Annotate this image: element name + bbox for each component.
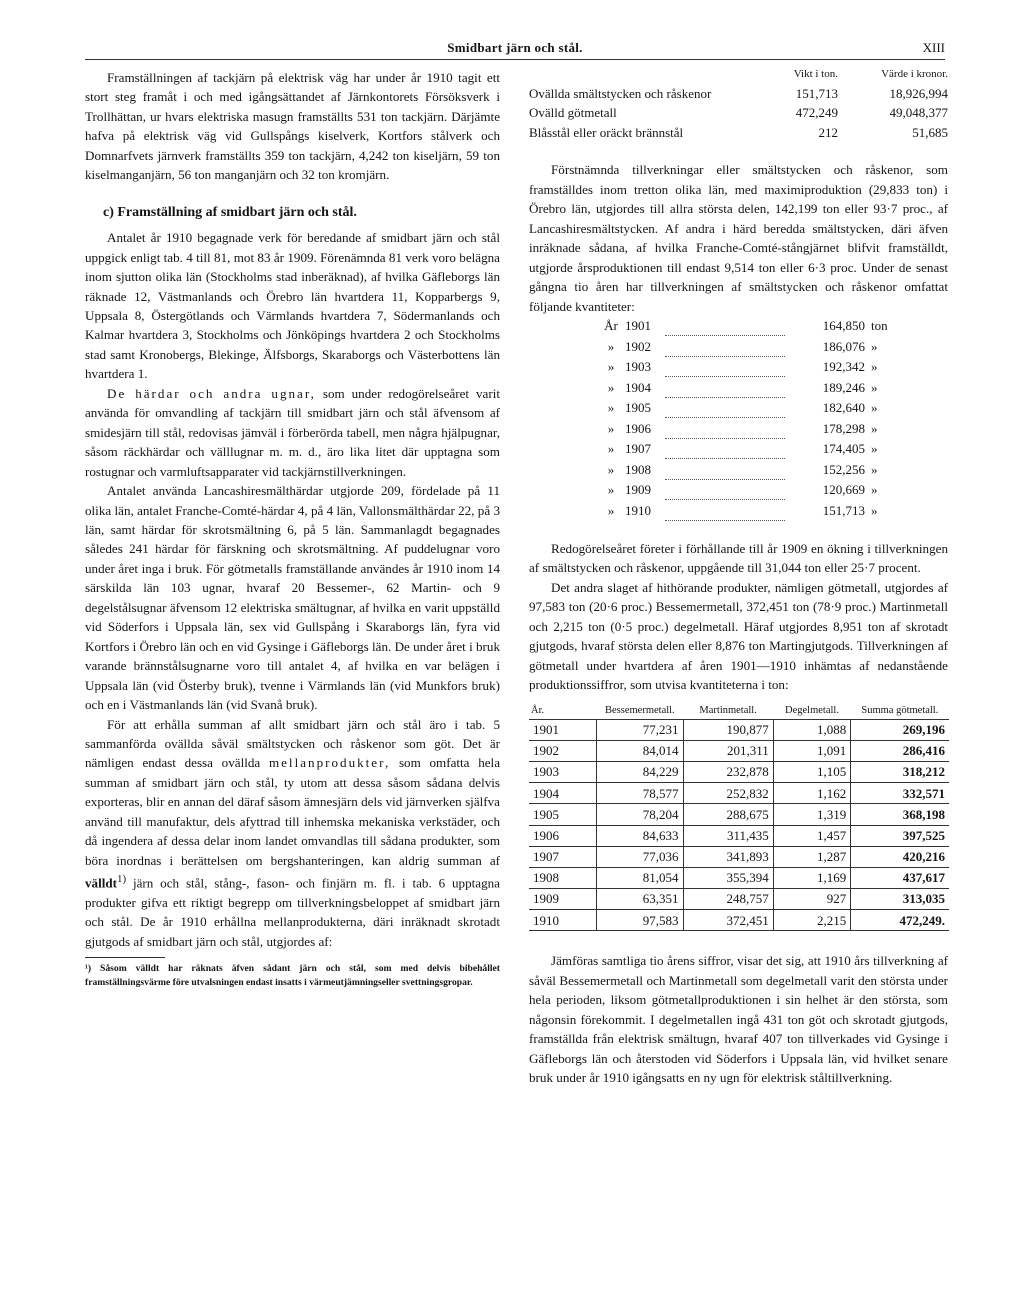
spaced-term: mellanprodukter, — [268, 755, 391, 771]
year-prefix: År — [604, 318, 618, 334]
cell-martin: 232,878 — [683, 761, 773, 782]
cell-martin: 355,394 — [683, 867, 773, 888]
cell-summa: 437,617 — [851, 867, 949, 888]
cell-martin: 372,451 — [683, 910, 773, 931]
year-prefix: » — [607, 420, 615, 436]
cell-martin: 341,893 — [683, 846, 773, 867]
paragraph-ingot-metal: Det andra slaget af hithörande produkter, nämligen götmetall, utgjordes af 97,583 ton (20·6 proc.) Bessemermetall, 372,451 ton (78·9 proc.) Martinmetall och 2,215 ton (0·5 proc.) degelmetall. Häraf utgjordes 8,951 ton af skrotadt gjutgods, hvaraf största delen eller 8,876 ton Martingjutgods. Tillverkningen af götmetall under hvartdera af åren 1901—1910 inhämtas af nedanstående produktionssiffror, som utvisa kvantiteterna i ton: — [529, 579, 948, 693]
list-item — [597, 316, 901, 336]
cell-summa: 286,416 — [851, 740, 949, 761]
row-value: 51,685 — [912, 124, 948, 140]
list-item — [597, 397, 901, 418]
paragraph-hearths — [85, 384, 500, 481]
year-prefix: » — [607, 502, 615, 518]
header-rule — [85, 59, 945, 60]
col-header-sum: Summa götmetall. — [851, 705, 949, 720]
cell-ar: 1907 — [529, 846, 597, 867]
cell-degel: 1,457 — [773, 825, 850, 846]
row-label: Ovälld götmetall — [529, 105, 617, 121]
cell-degel: 1,287 — [773, 846, 850, 867]
cell-bessemer: 84,014 — [597, 740, 683, 761]
row-label: Blåsstål eller oräckt brännstål — [529, 124, 684, 140]
year-prefix: » — [607, 400, 615, 415]
paragraph-electric-pig-iron: Framställningen af tackjärn på elektrisk väg har under år 1910 tagit ett stort steg framåt i och med igångsättandet af Järnkontorets Försöksverk i Trollhättan, ur hvars elektriska masugn framställts 531 ton tackjärn. Därjämte hafva på elektrisk väg vid Gullspångs kiselverk, Kortfors stålverk och Domnarfvets järnverk framställts 359 ton tackjärn, 4,242 ton kiseljärn, 59 ton kiselmanganjärn, 56 ton manganjärn och 32 ton kromjärn. — [85, 70, 500, 183]
unit: » — [871, 482, 878, 497]
list-item — [597, 336, 901, 357]
table-row — [529, 84, 948, 103]
table-row — [529, 910, 949, 931]
table-row — [529, 123, 948, 142]
production-value: 189,246 — [822, 379, 865, 395]
cell-degel: 1,088 — [773, 719, 850, 740]
cell-summa: 420,216 — [851, 846, 949, 867]
cell-bessemer: 78,204 — [597, 804, 683, 825]
list-item — [597, 377, 901, 398]
page-title: Smidbart järn och stål. — [447, 40, 583, 55]
running-head — [85, 34, 945, 56]
col-header-martin: Martinmetall. — [683, 705, 773, 720]
list-item — [597, 479, 901, 500]
ingot-metal-table — [529, 705, 949, 932]
leader-dots — [665, 336, 785, 357]
production-value: 186,076 — [822, 338, 865, 354]
production-value: 178,298 — [822, 420, 865, 436]
cell-degel: 2,215 — [773, 910, 850, 931]
cell-bessemer: 78,577 — [597, 783, 683, 804]
cell-degel: 1,105 — [773, 761, 850, 782]
col-header-weight: Vikt i ton. — [793, 68, 838, 80]
cell-ar: 1910 — [529, 910, 597, 931]
year-prefix: » — [607, 441, 615, 456]
year: 1906 — [625, 420, 651, 436]
paragraph-hearths-text: som under redogörelseåret varit använda för omvandling af tackjärn till smidbart järn och stål äfvensom af smidesjärn till stål, redovisas jämväl i förberörda tabell, men några hjälpugnar, såsom räckhärdar och välllugnar m. m. d., äro lika litet där upptagna som rostugnar och varmluftsapparater vid tackjärnstillverkningen. — [85, 385, 500, 479]
leader-dots — [665, 316, 785, 336]
cell-degel: 1,169 — [773, 867, 850, 888]
cell-ar: 1903 — [529, 761, 597, 782]
table-row — [529, 889, 949, 910]
unit: » — [871, 400, 878, 415]
row-weight: 212 — [818, 124, 838, 140]
cell-bessemer: 81,054 — [597, 867, 683, 888]
cell-martin: 190,877 — [683, 719, 773, 740]
year-prefix: » — [607, 338, 615, 354]
table-row — [529, 761, 949, 782]
unit: » — [871, 338, 878, 354]
footnote-marker: 1) — [117, 873, 127, 886]
cell-summa: 318,212 — [851, 761, 949, 782]
cell-bessemer: 63,351 — [597, 889, 683, 910]
paragraph-intermediate-products — [85, 715, 500, 952]
year: 1903 — [625, 359, 651, 374]
unit: » — [871, 461, 878, 477]
leader-dots — [665, 418, 785, 439]
paragraph-lancashire: Antalet använda Lancashiresmälthärdar utgjorde 209, fördelade på 11 olika län, antalet Franche-Comté-härdar 4, på 4 län, Vallonsmälthärdar 22, på 3 län, samt härdar för skrotsmältning 6, på 5 län. Sammanlagdt begagnades således 241 härdar för färskning och skrotsmältning. Af puddelugnar voro under året inga i bruk. För götmetalls framställande användes år 1910 inom 14 särskilda län 103 ugnar, hvaraf 20 Bessemer-, 62 Martin- och 9 degelstålsugnar äfvensom 12 elektriska smältugnar, af hvilka en varit uppställd vid Söderfors i Uppsala län, sex vid Gullspång i Skaraborgs län, fyra vid Kortfors i Örebro län och en vid Gysinge i Gäfleborgs län. De under året i bruk varande brännstålsugnarne voro till antalet 4, af hvilka en var belägen i Uppsala län (vid Österby bruk), tvenne i Värmlands län (vid Munkfors bruk) och en i Västmanlands län (vid Svanå bruk). — [85, 483, 501, 713]
production-value: 120,669 — [822, 482, 865, 497]
table-header-row — [529, 705, 949, 720]
year-prefix: » — [607, 482, 615, 497]
list-item — [597, 500, 901, 521]
right-column — [529, 68, 948, 1088]
list-item — [597, 356, 901, 377]
list-item — [597, 459, 901, 480]
col-header-bessemer: Bessemermetall. — [597, 705, 683, 720]
year: 1910 — [625, 502, 651, 518]
bold-term: välldt — [85, 875, 118, 891]
year: 1905 — [625, 400, 651, 415]
cell-bessemer: 77,231 — [597, 719, 683, 740]
year: 1909 — [625, 482, 651, 497]
table-row — [529, 804, 949, 825]
table-row — [529, 740, 949, 761]
spaced-lead: De härdar och andra ugnar, — [107, 385, 316, 401]
year: 1901 — [625, 318, 651, 334]
cell-degel: 927 — [773, 889, 850, 910]
leader-dots — [665, 356, 785, 377]
list-item — [597, 438, 901, 459]
production-value: 152,256 — [822, 461, 865, 477]
row-label: Ovällda smältstycken och råskenor — [529, 86, 712, 101]
cell-martin: 288,675 — [683, 804, 773, 825]
text-run: som omfatta hela summan af smidbart järn och stål, ty utom att dessa såsom sådana delvis exporteras, blir en annan del däraf såsom ämnesjärn dels vid järnverken själfva använd till manufaktur, dels afyttrad till inhemska mekaniska verkstäder, och då ingendera af dessa delar inom landet omvandlas till sådana produkter, som böra inordnas i berättelsen om bergshanteringen, kan aldrig summan af — [85, 755, 500, 868]
row-value: 18,926,994 — [889, 86, 948, 101]
cell-summa: 269,196 — [851, 719, 949, 740]
table-row — [529, 719, 949, 740]
paragraph-comparison: Jämföras samtliga tio årens siffror, visar det sig, att 1910 års tillverkning af såväl Bessemermetall och Martinmetall som degelmetall varit den största under hela perioden, liksom götmetallproduktionen i sin helhet är den största, som någonsin förekommit. I degelmetallen ingå 431 ton göt och skrotadt gjutgods, framställda från elektrisk smältugn, hvaraf 407 ton tillverkades vid Gysinge i Gäfleborgs län och återstoden vid Söderfors i Uppsala län, vid hvilket senare bruk under år 1910 igångsatts en ny ugn för elektrisk ståltillverkning. — [529, 953, 948, 1086]
cell-summa: 368,198 — [851, 804, 949, 825]
table-row — [529, 103, 948, 122]
table-row — [529, 825, 949, 846]
row-weight: 151,713 — [795, 86, 838, 101]
cell-degel: 1,319 — [773, 804, 850, 825]
paragraph-lancashire-share: Förstnämnda tillverkningar eller smältstycken och råskenor, som framställdes inom tretton olika län, med maximiproduktion (29,833 ton) i Örebro län, utgjordes till allra största delen, 142,199 ton eller 93·7 proc., af Lancashiresmältstycken. Af andra i härd beredda smältstycken, däri äfven inräknade sådana, af hvilka Franche-Comté-stångjärnet blifvit framställdt, utgjorde årsproduktionen till endast 9,514 ton eller 6·3 proc. Under de senast gångna tio åren har tillverkningen af smältstycken och råskenor omfattat följande kvantiteter: — [529, 162, 948, 314]
left-column — [85, 68, 500, 990]
leader-dots — [665, 377, 785, 398]
row-weight: 472,249 — [795, 105, 838, 121]
unit: » — [871, 379, 878, 395]
intermediate-products-table — [529, 68, 948, 142]
cell-ar: 1905 — [529, 804, 597, 825]
text-run: För att erhålla summan af allt smidbart järn och stål äro i tab. 5 sammanförda ovällda såväl smältstycken och råskenor som göt. Det är nämligen endast dessa ovällda — [85, 716, 500, 771]
leader-dots — [665, 500, 785, 521]
table-row — [529, 783, 949, 804]
list-item — [597, 418, 901, 439]
unit: » — [871, 441, 878, 456]
leader-dots — [665, 397, 785, 418]
cell-ar: 1904 — [529, 783, 597, 804]
unit: ton — [871, 318, 888, 334]
year: 1902 — [625, 338, 651, 354]
footnote: ¹) Såsom välldt har räknats äfven sådant järn och stål, som med delvis bibehållet framställningsvärme före utvalsningen endast insatts i värmeutjämningseller svettningsgropar. — [85, 963, 500, 989]
section-heading: c) Framställning af smidbart järn och stål. — [103, 204, 357, 220]
year-prefix: » — [607, 461, 615, 477]
text-run: järn och stål, stång-, fason- och finjärn m. fl. i tab. 6 upptagna produkter gifva ett riktigt begrepp om tillverkningsbeloppet af smidbart järn och stål. De år 1910 erhållna mellanprodukterna, däri inräknadt skrotadt gjutgods af smidbart järn och stål, utgjordes af: — [85, 875, 500, 949]
footnote-rule — [85, 957, 165, 958]
cell-summa: 313,035 — [851, 889, 949, 910]
table-row — [529, 846, 949, 867]
unit: » — [871, 359, 878, 374]
table-header-row — [529, 68, 948, 84]
cell-ar: 1902 — [529, 740, 597, 761]
year: 1904 — [625, 379, 651, 395]
cell-bessemer: 97,583 — [597, 910, 683, 931]
cell-ar: 1909 — [529, 889, 597, 910]
paragraph-works-count: Antalet år 1910 begagnade verk för beredande af smidbart järn och stål uppgick enligt tab. 4 till 81, mot 83 år 1909. Förenämnda 81 verk voro belägna inom sjutton olika län (Stockholms stad inberäknad), af hvilka Gäfleborgs län räknade 12, Västmanlands och Örebro län hvartdera 11, Kopparbergs 9, Uppsala 8, Östergötlands och Värmlands hvartdera 7, Södermanlands och Kalmar hvartdera 3, Stockholms och Jönköpings hvartdera 2 och Stockholms stad samt Kronobergs, Blekinge, Älfsborgs, Skaraborgs och Västerbottens län hvartdera 1. — [85, 230, 500, 382]
cell-ar: 1908 — [529, 867, 597, 888]
page-number: XIII — [922, 40, 945, 55]
cell-bessemer: 77,036 — [597, 846, 683, 867]
row-value: 49,048,377 — [889, 105, 948, 121]
production-value: 192,342 — [822, 359, 865, 374]
production-value: 182,640 — [822, 400, 865, 415]
unit: » — [871, 502, 878, 518]
unit: » — [871, 420, 878, 436]
cell-summa: 332,571 — [851, 783, 949, 804]
year: 1908 — [625, 461, 651, 477]
cell-degel: 1,162 — [773, 783, 850, 804]
cell-summa: 472,249. — [851, 910, 949, 931]
cell-bessemer: 84,633 — [597, 825, 683, 846]
production-value: 174,405 — [822, 441, 865, 456]
cell-ar: 1901 — [529, 719, 597, 740]
year-prefix: » — [607, 359, 615, 374]
col-header-year: År. — [529, 705, 597, 720]
production-value: 151,713 — [822, 502, 865, 518]
leader-dots — [665, 459, 785, 480]
year: 1907 — [625, 441, 651, 456]
cell-summa: 397,525 — [851, 825, 949, 846]
paragraph-increase: Redogörelseåret företer i förhållande till år 1909 en ökning i tillverkningen af smältstycken och råskenor, uppgående till 31,044 ton eller 25·7 procent. — [529, 540, 948, 576]
cell-martin: 252,832 — [683, 783, 773, 804]
cell-ar: 1906 — [529, 825, 597, 846]
year-prefix: » — [607, 379, 615, 395]
table-row — [529, 867, 949, 888]
cell-martin: 248,757 — [683, 889, 773, 910]
leader-dots — [665, 438, 785, 459]
leader-dots — [665, 479, 785, 500]
cell-degel: 1,091 — [773, 740, 850, 761]
yearly-production-list — [597, 316, 901, 521]
production-value: 164,850 — [822, 318, 865, 334]
cell-bessemer: 84,229 — [597, 761, 683, 782]
col-header-value: Värde i kronor. — [881, 68, 948, 80]
col-header-degel: Degelmetall. — [773, 705, 850, 720]
cell-martin: 311,435 — [683, 825, 773, 846]
cell-martin: 201,311 — [683, 740, 773, 761]
